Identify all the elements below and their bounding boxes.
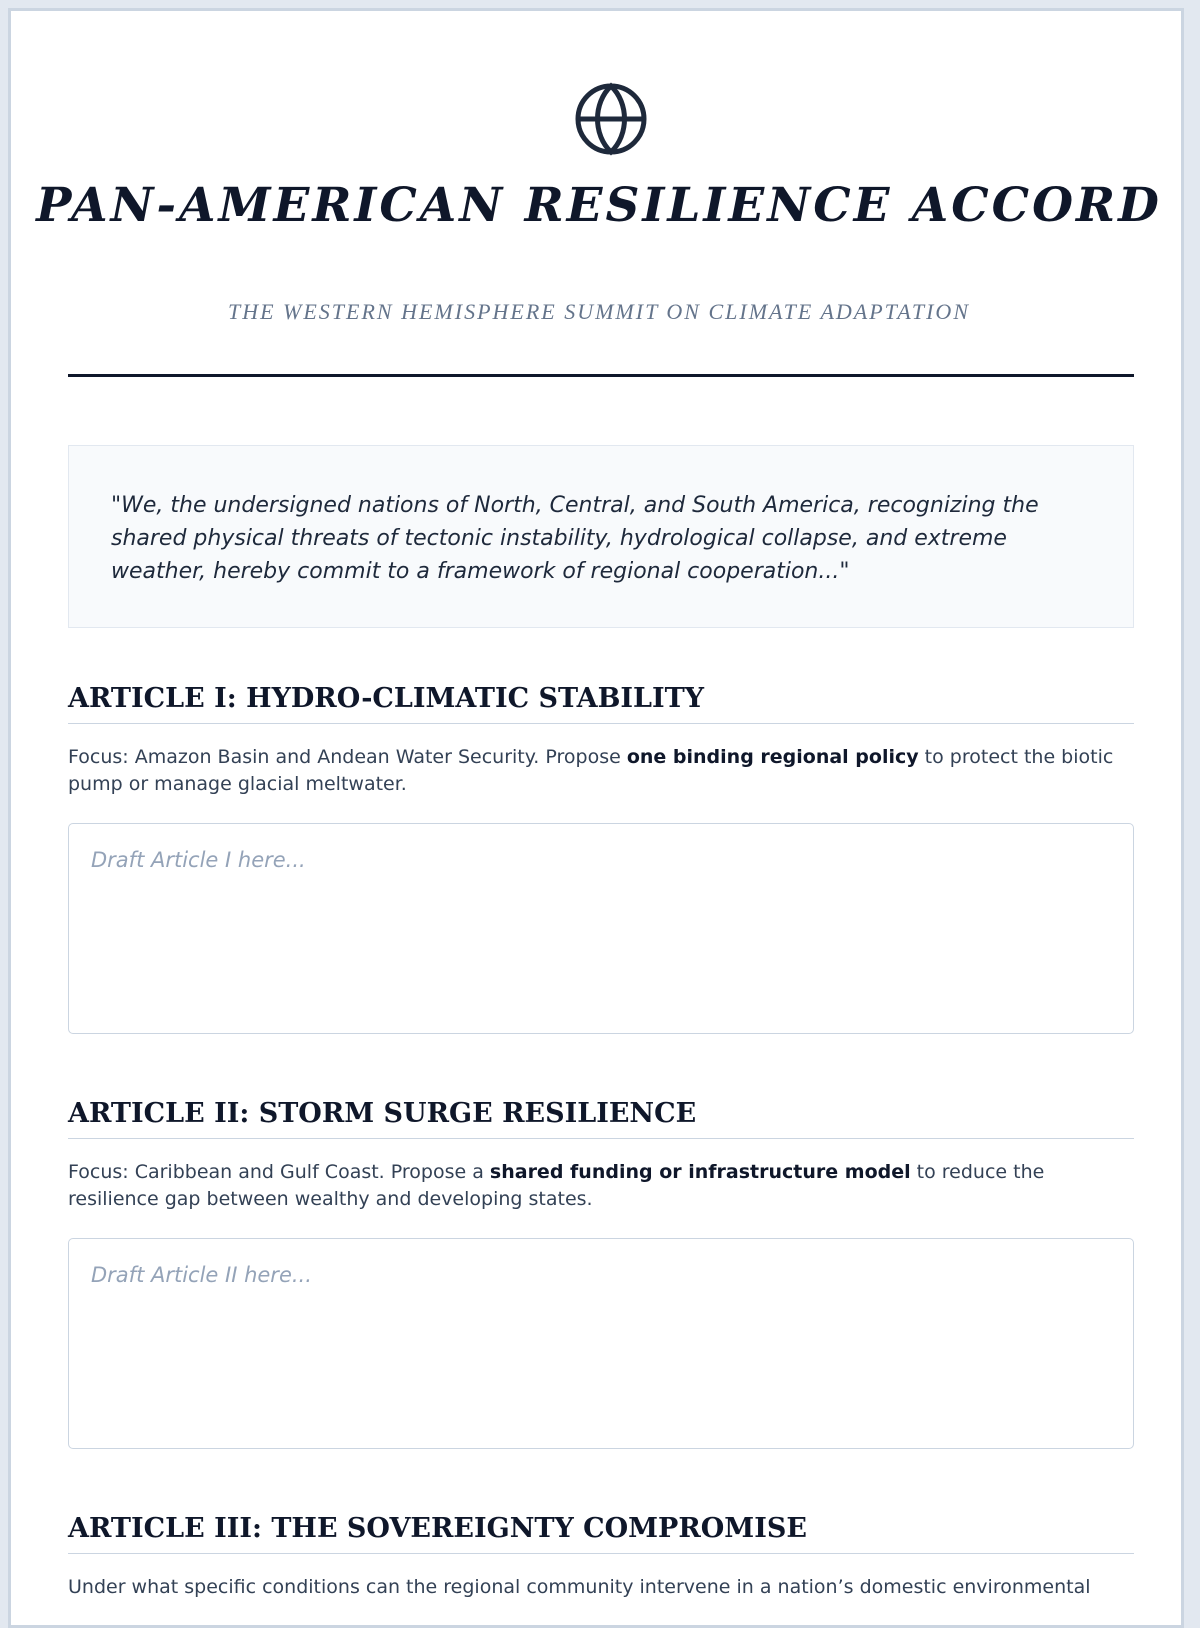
header-divider [68, 374, 1134, 377]
page-title: PAN-AMERICAN RESILIENCE ACCORD [36, 178, 1162, 233]
article-2-description: Focus: Caribbean and Gulf Coast. Propose a shared funding or infrastructure model to reduce the resilience gap between wealthy and developing states. [68, 1161, 1045, 1210]
preamble-text: "We, the undersigned nations of North, Central, and South America, recognizing the shared physical threats of tectonic instability, hydrological collapse, and extreme weather, hereby commit to a framework of regional cooperation..." [111, 493, 1039, 584]
accord-document [8, 8, 1184, 1628]
article-1-heading: ARTICLE I: HYDRO-CLIMATIC STABILITY [68, 681, 1134, 724]
article-3-heading: ARTICLE III: THE SOVEREIGNTY COMPROMISE [68, 1511, 1134, 1554]
article-2-heading: ARTICLE II: STORM SURGE RESILIENCE [68, 1096, 1134, 1139]
page-subtitle: THE WESTERN HEMISPHERE SUMMIT ON CLIMATE ADAPTATION [227, 299, 970, 324]
globe-icon [573, 81, 649, 157]
article-1-draft-input[interactable] [68, 823, 1134, 1034]
article-3-description: Under what specific conditions can the regional community intervene in a nation’s domestic environmental [68, 1576, 1091, 1598]
article-1-description: Focus: Amazon Basin and Andean Water Security. Propose one binding regional policy to protect the biotic pump or manage glacial meltwater. [68, 746, 1114, 795]
article-2-draft-input[interactable] [68, 1238, 1134, 1449]
preamble-panel [68, 445, 1134, 628]
